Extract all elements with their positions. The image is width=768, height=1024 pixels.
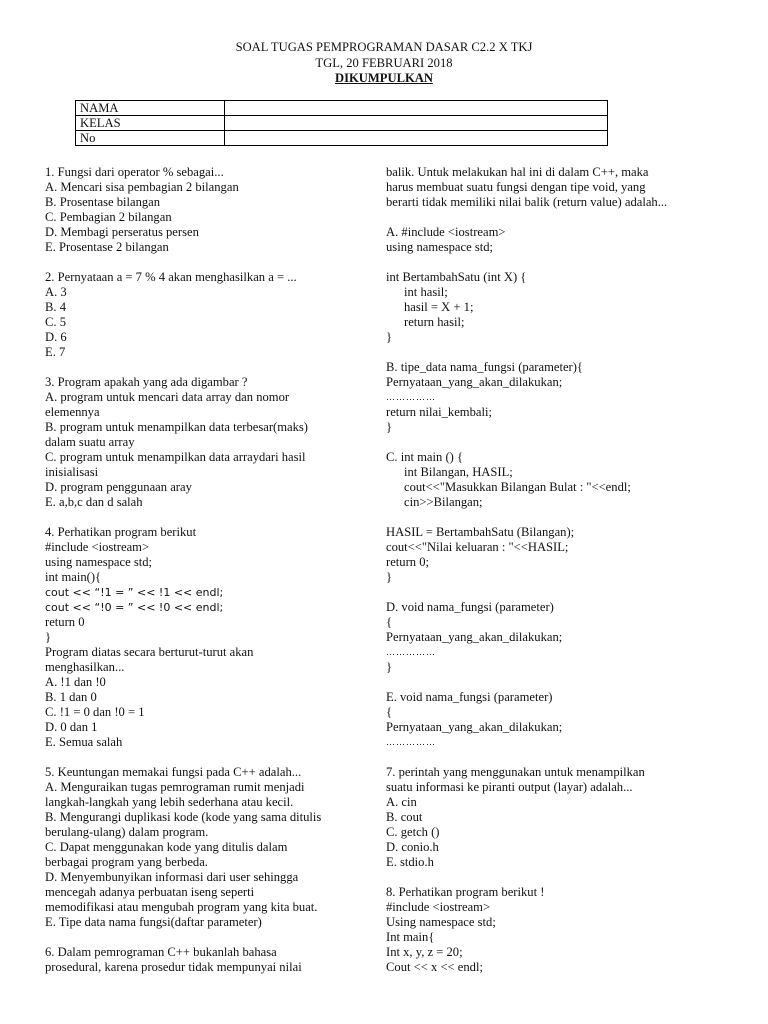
spacer <box>45 930 375 945</box>
text-line: dalam suatu array <box>45 435 135 449</box>
identity-table <box>75 100 608 146</box>
text-line: C. int main () { <box>386 450 464 464</box>
text-line: mencegah adanya perbuatan iseng seperti <box>45 885 255 899</box>
spacer <box>386 750 746 765</box>
spacer <box>45 360 375 375</box>
text-line: memodifikasi atau mengubah program yang kita buat. <box>45 900 318 914</box>
text-line: Cout << x << endl; <box>386 960 483 974</box>
text-line: 4. Perhatikan program berikut <box>45 525 197 539</box>
text-line: A. program untuk mencari data array dan nomor <box>45 390 290 404</box>
text-line: cout<<"Masukkan Bilangan Bulat : "<<endl; <box>404 480 631 494</box>
text-line: inisialisasi <box>45 465 99 479</box>
text-line: D. conio.h <box>386 840 439 854</box>
text-line: C. Pembagian 2 bilangan <box>45 210 172 224</box>
spacer <box>45 510 375 525</box>
text-line: E. Semua salah <box>45 735 123 749</box>
text-line: prosedural, karena prosedur tidak mempunyai nilai <box>45 960 302 974</box>
text-line: A. cin <box>386 795 417 809</box>
text-line: E. Prosentase 2 bilangan <box>45 240 169 254</box>
text-line: Int main{ <box>386 930 435 944</box>
spacer <box>386 435 746 450</box>
text-line: } <box>386 660 393 674</box>
text-line: menghasilkan... <box>45 660 125 674</box>
text-line: D. 0 dan 1 <box>45 720 98 734</box>
text-line: D. Menyembunyikan informasi dari user sehingga <box>45 870 299 884</box>
text-line: 7. perintah yang menggunakan untuk menampilkan <box>386 765 645 779</box>
text-line: E. void nama_fungsi (parameter) <box>386 690 553 704</box>
text-line: Pernyataan_yang_akan_dilakukan; <box>386 375 563 389</box>
text-line: Pernyataan_yang_akan_dilakukan; <box>386 630 563 644</box>
identity-value-field[interactable] <box>225 116 608 131</box>
identity-label: KELAS <box>76 116 225 131</box>
text-line: return hasil; <box>404 315 465 329</box>
text-line: …………… <box>386 737 436 747</box>
text-line: 2. Pernyataan a = 7 % 4 akan menghasilkan a = ... <box>45 270 297 284</box>
text-line: 5. Keuntungan memakai fungsi pada C++ adalah... <box>45 765 302 779</box>
spacer <box>386 510 746 525</box>
text-line: cout << “!1 = ” << !1 << endl; <box>45 586 224 599</box>
text-line: E. Tipe data nama fungsi(daftar parameter) <box>45 915 262 929</box>
spacer <box>386 345 746 360</box>
text-line: Using namespace std; <box>386 915 496 929</box>
text-line: C. !1 = 0 dan !0 = 1 <box>45 705 145 719</box>
text-line: Int x, y, z = 20; <box>386 945 463 959</box>
text-line: E. 7 <box>45 345 66 359</box>
text-line: C. 5 <box>45 315 66 329</box>
text-line: 1. Fungsi dari operator % sebagai... <box>45 165 224 179</box>
text-line: } <box>386 330 393 344</box>
text-line: } <box>45 630 52 644</box>
text-line: Program diatas secara berturut-turut akan <box>45 645 254 659</box>
text-line: suatu informasi ke piranti output (layar) adalah... <box>386 780 633 794</box>
right-question-column <box>386 165 746 975</box>
text-line: 8. Perhatikan program berikut ! <box>386 885 545 899</box>
text-line: B. tipe_data nama_fungsi (parameter){ <box>386 360 583 374</box>
text-line: 6. Dalam pemrograman C++ bukanlah bahasa <box>45 945 277 959</box>
text-line: B. cout <box>386 810 423 824</box>
identity-row-no <box>76 131 608 146</box>
text-line: balik. Untuk melakukan hal ini di dalam C++, maka <box>386 165 649 179</box>
text-line: B. program untuk menampilkan data terbesar(maks) <box>45 420 308 434</box>
text-line: D. void nama_fungsi (parameter) <box>386 600 554 614</box>
text-line: int Bilangan, HASIL; <box>404 465 513 479</box>
identity-row-nama <box>76 101 608 116</box>
text-line: B. Mengurangi duplikasi kode (kode yang sama ditulis <box>45 810 322 824</box>
text-line: langkah-langkah yang lebih sederhana atau kecil. <box>45 795 294 809</box>
text-line: B. 1 dan 0 <box>45 690 97 704</box>
text-line: A. !1 dan !0 <box>45 675 106 689</box>
document-date: TGL, 20 FEBRUARI 2018 <box>315 55 453 70</box>
text-line: E. stdio.h <box>386 855 434 869</box>
text-line: int BertambahSatu (int X) { <box>386 270 527 284</box>
spacer <box>386 255 746 270</box>
spacer <box>386 585 746 600</box>
text-line: C. Dapat menggunakan kode yang ditulis dalam <box>45 840 288 854</box>
document-status: DIKUMPULKAN <box>335 71 433 85</box>
text-line: cout<<"Nilai keluaran : "<<HASIL; <box>386 540 569 554</box>
text-line: C. program untuk menampilkan data arraydari hasil <box>45 450 306 464</box>
text-line: C. getch () <box>386 825 440 839</box>
text-line: D. Membagi perseratus persen <box>45 225 199 239</box>
text-line: return nilai_kembali; <box>386 405 492 419</box>
text-line: 3. Program apakah yang ada digambar ? <box>45 375 248 389</box>
text-line: } <box>386 570 393 584</box>
identity-label: No <box>76 131 225 146</box>
text-line: #include <iostream> <box>386 900 491 914</box>
identity-label: NAMA <box>76 101 225 116</box>
text-line: using namespace std; <box>386 240 494 254</box>
text-line: berarti tidak memiliki nilai balik (return value) adalah... <box>386 195 668 209</box>
text-line: HASIL = BertambahSatu (Bilangan); <box>386 525 575 539</box>
text-line: …………… <box>386 392 436 402</box>
text-line: D. 6 <box>45 330 67 344</box>
text-line: B. 4 <box>45 300 66 314</box>
text-line: int main(){ <box>45 570 102 584</box>
text-line: using namespace std; <box>45 555 153 569</box>
text-line: D. program penggunaan aray <box>45 480 192 494</box>
text-line: elemennya <box>45 405 100 419</box>
document-header <box>0 40 768 87</box>
text-line: int hasil; <box>404 285 448 299</box>
spacer <box>45 255 375 270</box>
text-line: return 0; <box>386 555 430 569</box>
text-line: …………… <box>386 647 436 657</box>
text-line: cin>>Bilangan; <box>404 495 483 509</box>
text-line: berulang-ulang) dalam program. <box>45 825 209 839</box>
text-line: A. #include <iostream> <box>386 225 506 239</box>
text-line: { <box>386 615 393 629</box>
text-line: hasil = X + 1; <box>404 300 474 314</box>
identity-value-field[interactable] <box>225 101 608 116</box>
text-line: } <box>386 420 393 434</box>
text-line: return 0 <box>45 615 85 629</box>
text-line: A. 3 <box>45 285 67 299</box>
spacer <box>386 870 746 885</box>
identity-value-field[interactable] <box>225 131 608 146</box>
text-line: A. Mencari sisa pembagian 2 bilangan <box>45 180 239 194</box>
text-line: harus membuat suatu fungsi dengan tipe void, yang <box>386 180 646 194</box>
text-line: E. a,b,c dan d salah <box>45 495 143 509</box>
left-question-column <box>45 165 375 975</box>
text-line: cout << “!0 = ” << !0 << endl; <box>45 601 224 614</box>
text-line: Pernyataan_yang_akan_dilakukan; <box>386 720 563 734</box>
spacer <box>386 210 746 225</box>
document-title: SOAL TUGAS PEMPROGRAMAN DASAR C2.2 X TKJ <box>235 40 533 54</box>
identity-row-kelas <box>76 116 608 131</box>
text-line: { <box>386 705 393 719</box>
text-line: berbagai program yang berbeda. <box>45 855 208 869</box>
spacer <box>386 675 746 690</box>
spacer <box>45 750 375 765</box>
text-line: A. Menguraikan tugas pemrograman rumit menjadi <box>45 780 305 794</box>
text-line: B. Prosentase bilangan <box>45 195 161 209</box>
text-line: #include <iostream> <box>45 540 150 554</box>
